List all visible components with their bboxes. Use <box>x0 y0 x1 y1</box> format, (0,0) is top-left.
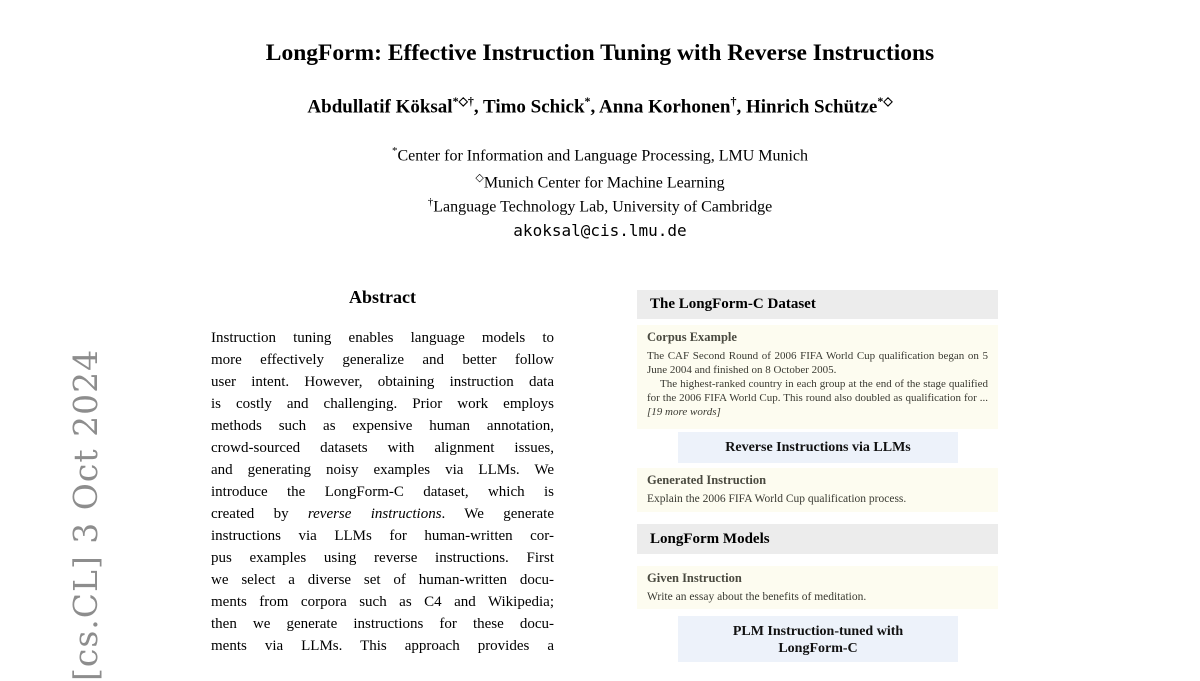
abstract-line-fragment: . We generate <box>441 506 554 522</box>
affiliation-marker: † <box>427 196 434 208</box>
abstract-line: instructions via LLMs for human-written cor- <box>211 528 554 544</box>
abstract-text <box>211 327 554 657</box>
author-separator: , <box>736 96 746 118</box>
author-superscript: *◇† <box>452 94 474 108</box>
corpus-example-text <box>647 349 988 419</box>
arxiv-stamp: [cs.CL] 3 Oct 2024 <box>66 348 105 681</box>
authors-line <box>0 94 1200 118</box>
plm-tuned-banner <box>678 616 958 662</box>
email-link[interactable]: akoksal@cis.lmu.de <box>513 221 687 240</box>
given-instruction-panel <box>637 566 998 609</box>
abstract-line: pus examples using reverse instructions. First <box>211 550 554 566</box>
abstract-line: we select a diverse set of human-written docu- <box>211 572 554 588</box>
abstract-line: Instruction tuning enables language models to <box>211 330 554 346</box>
plm-banner-line: PLM Instruction-tuned with <box>732 624 904 639</box>
author-name: Anna Korhonen <box>598 96 731 118</box>
given-instruction-text: Write an essay about the benefits of meditation. <box>647 591 867 603</box>
models-section-header: LongForm Models <box>637 524 998 554</box>
author-name: Hinrich Schütze <box>745 96 878 118</box>
abstract-heading: Abstract <box>349 287 416 307</box>
abstract-line: methods such as expensive human annotation, <box>211 418 554 434</box>
author-separator: , <box>590 96 599 118</box>
affiliation-text: Munich Center for Machine Learning <box>483 174 725 192</box>
more-words-note: [19 more words] <box>647 406 721 418</box>
corpus-paragraph-fragment: The highest-ranked country in each group at the end of the stage qualified for the 2006 FIFA World Cup. This round also doubled as qualification for ... <box>647 378 988 404</box>
abstract-line: more effectively generalize and better follow <box>211 352 554 368</box>
author-separator: , <box>473 96 483 118</box>
abstract-line: is costly and challenging. Prior work employs <box>211 396 554 412</box>
affiliation-text: Center for Information and Language Processing, LMU Munich <box>397 147 809 165</box>
affiliation-text: Language Technology Lab, University of Cambridge <box>433 198 773 216</box>
author-superscript: * <box>584 94 591 108</box>
affiliation-marker: * <box>391 145 398 157</box>
abstract-line: ments via LLMs. This approach provides a <box>211 638 554 654</box>
paper-title: LongForm: Effective Instruction Tuning with Reverse Instructions <box>265 40 935 66</box>
dataset-section-header: The LongForm-C Dataset <box>637 290 998 319</box>
author-name: Timo Schick <box>483 96 585 118</box>
plm-banner-line: LongForm-C <box>778 641 858 656</box>
abstract-line: introduce the LongForm-C dataset, which is <box>211 484 554 500</box>
affiliation-line <box>0 196 1200 216</box>
abstract-line: ments from corpora such as C4 and Wikipedia; <box>211 594 554 610</box>
abstract-line: and generating noisy examples via LLMs. We <box>211 462 554 478</box>
corpus-paragraph: The CAF Second Round of 2006 FIFA World Cup qualification began on 5 June 2004 and finished on 8 October 2005. <box>647 350 988 376</box>
abstract-line: user intent. However, obtaining instruction data <box>211 374 554 390</box>
abstract-italic-phrase: reverse instructions <box>307 506 442 522</box>
affiliation-line <box>0 145 1200 165</box>
abstract-line: crowd-sourced datasets with alignment issues, <box>211 440 554 456</box>
author-superscript: † <box>730 94 737 108</box>
generated-instruction-label: Generated Instruction <box>647 473 767 487</box>
given-instruction-label: Given Instruction <box>647 571 742 585</box>
generated-instruction-panel <box>637 468 998 512</box>
affiliation-marker: ◇ <box>475 172 484 184</box>
author-name: Abdullatif Köksal <box>307 96 453 118</box>
affiliation-line <box>0 171 1200 192</box>
corpus-example-label: Corpus Example <box>647 330 737 344</box>
author-superscript: *◇ <box>877 94 893 108</box>
abstract-line-fragment: created by <box>211 506 308 522</box>
generated-instruction-text: Explain the 2006 FIFA World Cup qualification process. <box>647 493 907 505</box>
corpus-paragraph <box>647 377 988 419</box>
abstract-line <box>211 503 554 525</box>
abstract-line: then we generate instructions for these docu- <box>211 616 554 632</box>
reverse-instructions-banner: Reverse Instructions via LLMs <box>678 432 958 463</box>
corpus-example-panel <box>637 325 998 429</box>
